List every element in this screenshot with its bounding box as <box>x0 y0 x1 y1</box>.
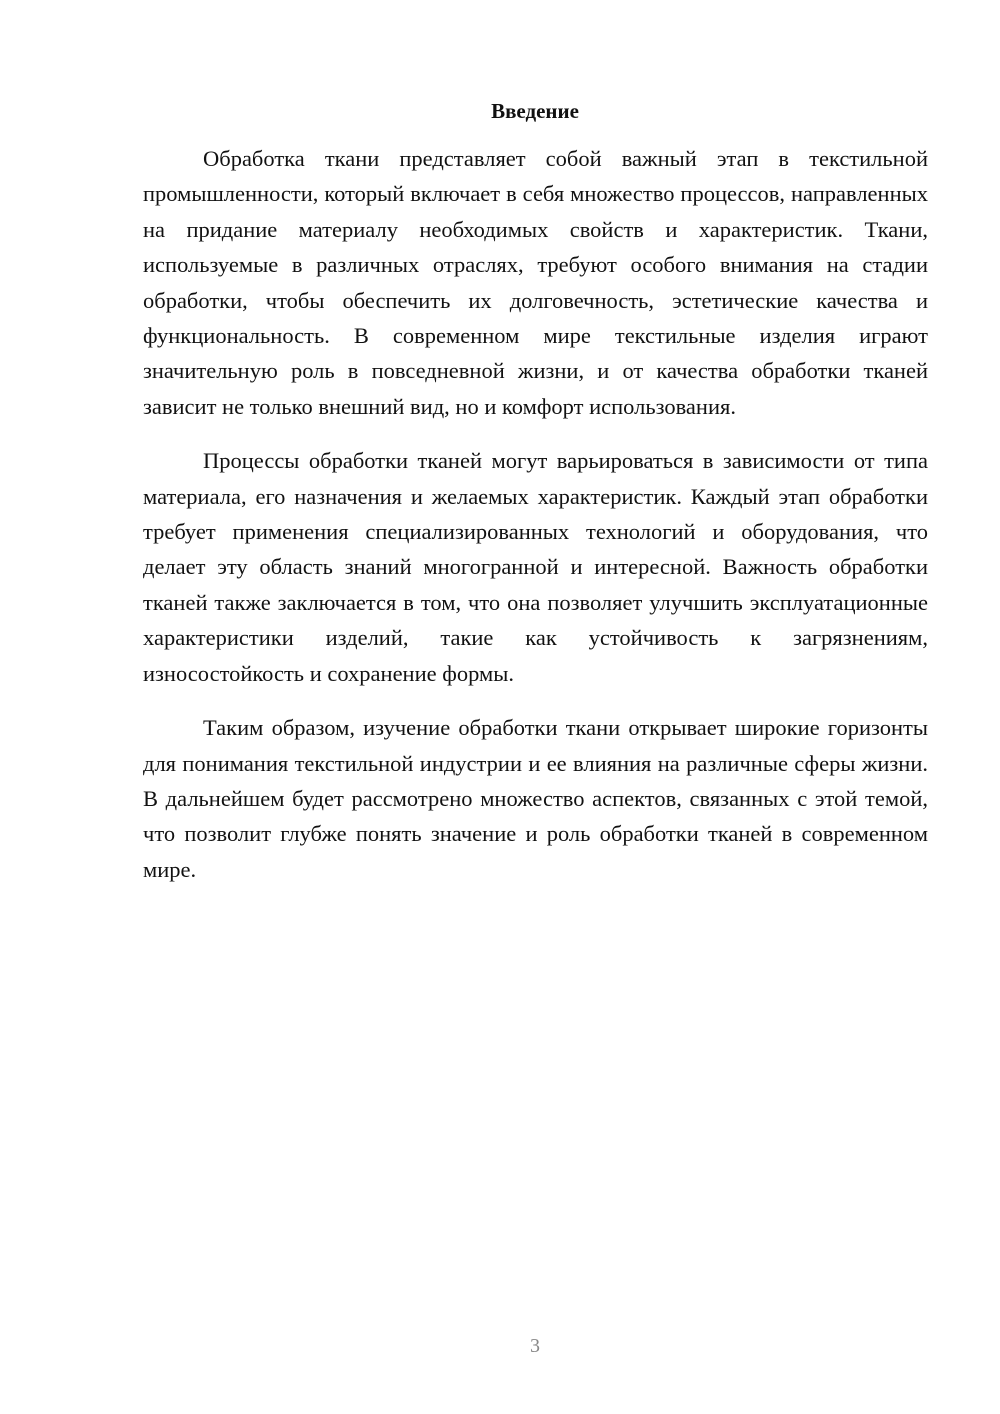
body-text <box>143 141 928 906</box>
paragraph-3: Таким образом, изучение обработки ткани открывает широкие горизонты для понимания текстильной индустрии и ее влияния на различные сферы жизни. В дальнейшем будет рассмотрено множество аспектов, связанных с этой темой, что позволит глубже понять значение и роль обработки тканей в современном мире. <box>143 715 928 882</box>
paragraph-1: Обработка ткани представляет собой важный этап в текстильной промышленности, который включает в себя множество процессов, направленных на придание материалу необходимых свойств и характеристик. Ткани, используемые в различных отраслях, требуют особого внимания на стадии обработки, чтобы обеспечить их долговечность, эстетические качества и функциональность. В современном мире текстильные изделия играют значительную роль в повседневной жизни, и от качества обработки тканей зависит не только внешний вид, но и комфорт использования. <box>143 146 928 419</box>
section-title: Введение <box>491 99 579 123</box>
page-number: 3 <box>530 1335 540 1357</box>
paragraph-2: Процессы обработки тканей могут варьироваться в зависимости от типа материала, его назначения и желаемых характеристик. Каждый этап обработки требует применения специализированных технологий и оборудования, что делает эту область знаний многогранной и интересной. Важность обработки тканей также заключается в том, что она позволяет улучшить эксплуатационные характеристики изделий, такие как устойчивость к загрязнениям, износостойкость и сохранение формы. <box>143 448 928 686</box>
